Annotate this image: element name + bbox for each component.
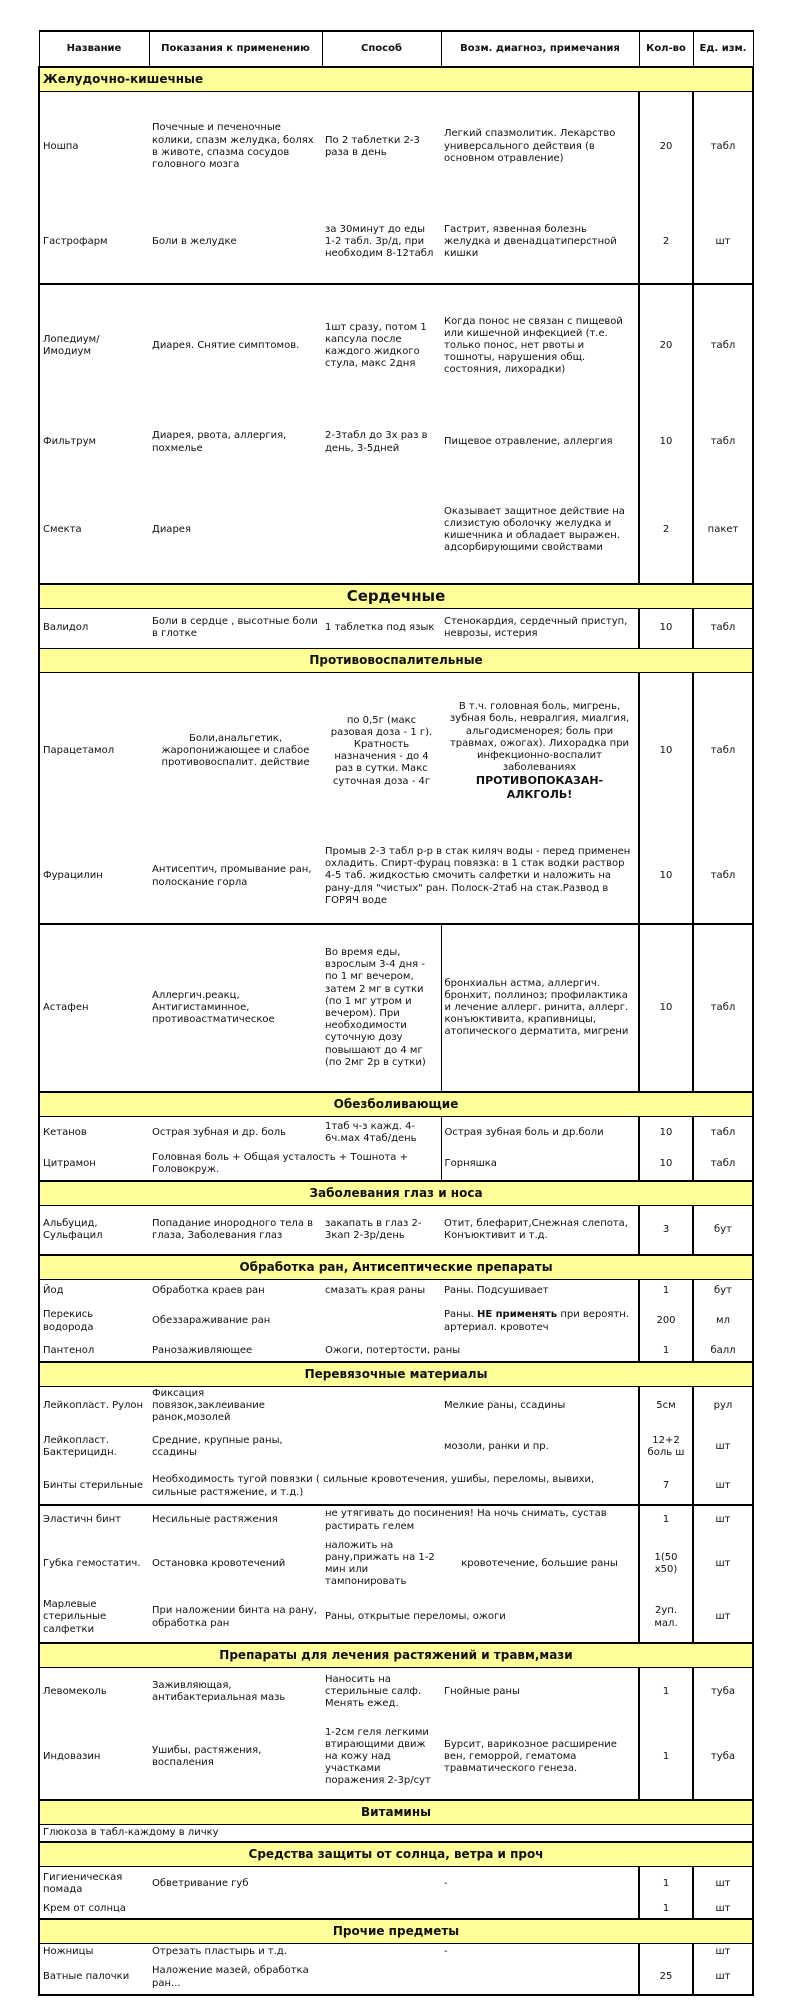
- cell-qty: 10: [639, 830, 693, 924]
- cell-method: за 30минут до еды 1-2 табл. 3р/д, при необходим 8-12табл: [322, 202, 441, 284]
- cell-qty: 20: [639, 284, 693, 408]
- cell-method-diagnosis: не утягивать до посинения! На ночь снимать, сустав растирать гелем: [325, 1508, 607, 1532]
- cell-unit: шт: [693, 1901, 753, 1919]
- cell-unit: пакет: [693, 478, 753, 584]
- cell-diagnosis: Горняшка: [441, 1149, 639, 1181]
- cell-unit: шт: [693, 1469, 753, 1505]
- table-row: [39, 1386, 753, 1425]
- cell-name: Губка гемостатич.: [39, 1535, 149, 1593]
- cell-method: 1 таблетка под язык: [325, 621, 435, 633]
- table-row: [39, 830, 753, 924]
- cell-name: Кетанов: [39, 1117, 149, 1149]
- cell-unit: бут: [693, 1280, 753, 1302]
- diagnosis-text: В т.ч. головная боль, мигрень, зубная боль, невралгия, миалгия, альгодисменорея; боль при травмах, ожогах). Лихорадка при инфекционно-воспалит заболеваниях: [449, 701, 630, 774]
- alcohol-warning: ПРОТИВОПОКАЗАН- АЛКГОЛЬ!: [475, 774, 604, 801]
- cell-method: Во время еды, взрослым 3-4 дня - по 1 мг вечером, затем 2 мг в сутки (по 1 мг утром и вечером). При необходимости суточную дозу повышают до 4 мг (по 2мг 2р в сутки): [322, 924, 441, 1092]
- cell-name: Цитрамон: [39, 1149, 149, 1181]
- cell-unit: шт: [693, 1505, 753, 1535]
- table-row: [39, 202, 753, 284]
- cell-diagnosis: Гастрит, язвенная болезнь желудка и двенадцатиперстной кишки: [441, 202, 639, 284]
- cell-qty: 5см: [639, 1386, 693, 1425]
- cell-method: закапать в глаз 2-3кап 2-3р/день: [322, 1205, 441, 1255]
- cell-name: Смекта: [39, 478, 149, 584]
- cell-unit: табл: [693, 1117, 753, 1149]
- cell-indications: Наложение мазей, обработка ран...: [149, 1961, 322, 1995]
- cell-method: [322, 1386, 441, 1425]
- cell-diagnosis: Мелкие раны, ссадины: [444, 1399, 566, 1411]
- cell-qty: 1: [639, 1668, 693, 1716]
- cell-indications: Заживляющая, антибактериальная мазь: [152, 1679, 286, 1703]
- cell-unit: рул: [693, 1386, 753, 1425]
- cell-diagnosis: Стенокардия, сердечный приступ, неврозы, истерия: [444, 615, 628, 639]
- header-row: [39, 31, 753, 67]
- table-row: [39, 1149, 753, 1181]
- section-title-antiinflammatory: Противовоспалительные: [39, 648, 753, 672]
- cell-indications: Боли,анальгетик, жаропонижающее и слабое противовоспалит. действие: [161, 732, 310, 769]
- cell-name: Йод: [39, 1280, 149, 1302]
- cell-unit: туба: [693, 1716, 753, 1800]
- cell-name: Фурацилин: [39, 830, 149, 924]
- cell-name: Гастрофарм: [39, 202, 149, 284]
- cell-qty: 10: [639, 608, 693, 648]
- header-method: Способ: [322, 31, 441, 67]
- cell-indications: Несильные растяжения: [152, 1514, 278, 1526]
- cell-unit: шт: [693, 1535, 753, 1593]
- cell-name: Гигиеническая помада: [39, 1867, 149, 1901]
- cell-name: Ватные палочки: [39, 1961, 149, 1995]
- cell-indications: Диарея. Снятие симптомов.: [152, 339, 300, 351]
- cell-unit: шт: [693, 1943, 753, 1961]
- table-row: [39, 1535, 753, 1593]
- cell-diagnosis: Раны. Подсушивает: [444, 1284, 549, 1296]
- cell-indications: Ранозаживляющее: [149, 1342, 322, 1362]
- cell-unit: шт: [693, 1425, 753, 1469]
- cell-method: По 2 таблетки 2-3 раза в день: [325, 134, 420, 158]
- cell-diagnosis: мозоли, ранки и пр.: [444, 1440, 549, 1452]
- cell-name: Фильтрум: [39, 408, 149, 478]
- cell-indications: Фиксация повязок,заклеивание ранок,мозолей: [152, 1387, 265, 1423]
- cell-qty: 2уп. мал.: [639, 1593, 693, 1643]
- table-row: [39, 478, 753, 584]
- table-row: [39, 1668, 753, 1716]
- cell-name: Валидол: [39, 608, 149, 648]
- table-row: [39, 1943, 753, 1961]
- cell-method: [322, 1867, 441, 1901]
- cell-qty: 10: [639, 1149, 693, 1181]
- cell-note: Глюкоза в табл-каждому в личку: [39, 1824, 753, 1842]
- cell-qty: 200: [639, 1302, 693, 1342]
- cell-indications: Боли в желудке: [149, 202, 322, 284]
- cell-indications: Диарея: [149, 478, 322, 584]
- table-row: [39, 1117, 753, 1149]
- table-row: [39, 1505, 753, 1535]
- cell-name: Эластичн бинт: [39, 1505, 149, 1535]
- cell-qty: 2: [639, 202, 693, 284]
- table-row: [39, 672, 753, 830]
- table-row: [39, 1302, 753, 1342]
- section-title-dressings: Перевязочные материалы: [39, 1362, 753, 1387]
- cell-method-diagnosis: Раны, открытые переломы, ожоги: [322, 1593, 639, 1643]
- section-title-painkillers: Обезболивающие: [39, 1092, 753, 1117]
- header-qty: Кол-во: [639, 31, 693, 67]
- cell-qty: 10: [639, 1117, 693, 1149]
- cell-diagnosis: [441, 1302, 639, 1342]
- cell-indications: Диарея, рвота, аллергия, похмелье: [152, 430, 287, 454]
- cell-indications: Остановка кровотечений: [152, 1557, 286, 1569]
- header-unit: Ед. изм.: [693, 31, 753, 67]
- cell-indications-method: Головная боль + Общая усталость + Тошнота + Головокруж.: [149, 1149, 441, 1181]
- cell-indications: Средние, крупные раны, ссадины: [152, 1434, 283, 1459]
- cell-name: Лейкопласт. Рулон: [39, 1386, 149, 1425]
- section-title-ointments: Препараты для лечения растяжений и травм,мази: [39, 1643, 753, 1668]
- section-title-cardiac: Сердечные: [39, 584, 753, 609]
- cell-method: [322, 1943, 441, 1961]
- section-title-gastro: Желудочно-кишечные: [39, 67, 753, 92]
- cell-qty: 20: [639, 92, 693, 202]
- cell-qty: 1(50 x50): [639, 1535, 693, 1593]
- cell-diagnosis: -: [444, 1877, 448, 1889]
- cell-unit: мл: [693, 1302, 753, 1342]
- cell-indications: Боли в сердце , высотные боли в глотке: [152, 615, 318, 639]
- cell-method: [322, 478, 441, 584]
- table-row: [39, 408, 753, 478]
- table-row: [39, 1425, 753, 1469]
- cell-method: [322, 1302, 441, 1342]
- cell-qty: 25: [639, 1961, 693, 1995]
- cell-qty: [639, 1943, 693, 1961]
- section-title-vitamins: Витамины: [39, 1800, 753, 1825]
- cell-name: Альбуцид, Сульфацил: [39, 1205, 149, 1255]
- cell-diagnosis: [441, 1961, 639, 1995]
- cell-indications: Попадание инородного тела в глаза, Заболевания глаз: [149, 1205, 322, 1255]
- cell-indications: Почечные и печеночные колики, спазм желудка, болях в животе, спазма сосудов головного мозга: [152, 122, 314, 170]
- cell-method-diagnosis: Промыв 2-3 табл р-р в стак киляч воды - перед применен охладить. Спирт-фурац повязка: в 1 стак водки раствор 4-5 таб. жидкостью смочить салфетки и наложить на рану-для "чистых" ран. Полоск-2таб на стак.Развод в ГОРЯЧ воде: [322, 830, 639, 924]
- cell-qty: 10: [639, 924, 693, 1092]
- cell-name: Марлевые стерильные салфетки: [39, 1593, 149, 1643]
- cell-diagnosis: кровотечение, большие раны: [461, 1557, 618, 1569]
- table-row: [39, 1469, 753, 1505]
- table-row: [39, 1824, 753, 1842]
- table-row: [39, 1867, 753, 1901]
- cell-diagnosis: [441, 672, 639, 830]
- cell-method: 1шт сразу, потом 1 капсула после каждого жидкого стула, макс 2дня: [325, 321, 427, 370]
- cell-name: Лопедиум/ Имодиум: [39, 284, 149, 408]
- cell-name: Парацетамол: [39, 672, 149, 830]
- cell-qty: 10: [639, 672, 693, 830]
- cell-unit: табл: [693, 672, 753, 830]
- table-row: [39, 924, 753, 1092]
- section-title-protection: Средства защиты от солнца, ветра и проч: [39, 1842, 753, 1867]
- cell-method: [322, 1425, 441, 1469]
- table-row: [39, 608, 753, 648]
- section-title-eyes-nose: Заболевания глаз и носа: [39, 1181, 753, 1206]
- cell-unit: шт: [693, 202, 753, 284]
- cell-diagnosis: -: [444, 1946, 448, 1958]
- cell-unit: табл: [693, 1149, 753, 1181]
- cell-diagnosis: [441, 1901, 639, 1919]
- cell-method: наложить на рану,прижать на 1-2 мин или тампонировать: [325, 1539, 435, 1588]
- cell-name: Левомеколь: [39, 1668, 149, 1716]
- cell-name: Лейкопласт. Бактерицидн.: [39, 1425, 149, 1469]
- cell-qty: 1: [639, 1867, 693, 1901]
- cell-qty: 7: [639, 1469, 693, 1505]
- cell-indications: Отрезать пластырь и т.д.: [152, 1946, 288, 1958]
- table-row: [39, 92, 753, 202]
- cell-diagnosis: Пищевое отравление, аллергия: [444, 436, 613, 448]
- cell-indications: Антисептич, промывание ран, полоскание горла: [149, 830, 322, 924]
- diagnosis-text: Раны.: [444, 1309, 474, 1321]
- cell-qty: 1: [639, 1342, 693, 1362]
- cell-indications: Обработка краев ран: [152, 1284, 265, 1296]
- cell-qty: 3: [639, 1205, 693, 1255]
- cell-name: Крем от солнца: [39, 1901, 149, 1919]
- cell-unit: табл: [693, 608, 753, 648]
- medicine-table: [38, 30, 754, 1996]
- cell-name: Перекись водорода: [39, 1302, 149, 1342]
- cell-qty: 1: [639, 1716, 693, 1800]
- cell-indications: [149, 1901, 322, 1919]
- cell-method: смазать края раны: [325, 1284, 426, 1296]
- first-aid-kit-table: [38, 30, 752, 1996]
- cell-unit: бут: [693, 1205, 753, 1255]
- table-row: [39, 1961, 753, 1995]
- cell-indications-method-diagnosis: Необходимость тугой повязки ( сильные кровотечения, ушибы, переломы, вывихи, сильные растяжение, и т.д.): [149, 1469, 639, 1505]
- cell-diagnosis: Когда понос не связан с пищевой или кишечной инфекцией (т.е. только понос, нет рвоты и тошноты, нарушения общ. состояния, лихорадки): [444, 315, 623, 376]
- cell-unit: табл: [693, 284, 753, 408]
- header-name: Название: [39, 31, 149, 67]
- cell-qty: 1: [639, 1505, 693, 1535]
- table-row: [39, 1205, 753, 1255]
- cell-diagnosis: Легкий спазмолитик. Лекарство универсального действия (в основном отравление): [444, 128, 616, 164]
- cell-name: Ношпа: [39, 92, 149, 202]
- cell-diagnosis: Острая зубная боль и др.боли: [444, 1126, 604, 1138]
- cell-qty: 1: [639, 1280, 693, 1302]
- header-indications: Показания к применению: [149, 31, 322, 67]
- cell-qty: 12+2 боль ш: [639, 1425, 693, 1469]
- cell-indications: Обеззараживание ран: [152, 1315, 271, 1327]
- cell-unit: туба: [693, 1668, 753, 1716]
- cell-diagnosis: Бурсит, варикозное расширение вен, геморрой, гематома травматического генеза.: [441, 1716, 639, 1800]
- cell-unit: шт: [693, 1867, 753, 1901]
- cell-name: Ножницы: [39, 1943, 149, 1961]
- cell-method: [322, 1961, 441, 1995]
- table-row: [39, 284, 753, 408]
- cell-diagnosis: Гнойные раны: [444, 1685, 520, 1697]
- cell-unit: табл: [693, 830, 753, 924]
- cell-name: Пантенол: [39, 1342, 149, 1362]
- cell-diagnosis: Отит, блефарит,Снежная слепота, Конъюктивит и т.д.: [441, 1205, 639, 1255]
- cell-method: 1таб ч-з кажд. 4-6ч.мах 4таб/день: [322, 1117, 441, 1149]
- cell-unit: табл: [693, 408, 753, 478]
- cell-indications: Ушибы, растяжения, воспаления: [149, 1716, 322, 1800]
- cell-indications: Обветривание губ: [152, 1877, 249, 1889]
- cell-unit: табл: [693, 92, 753, 202]
- table-row: [39, 1593, 753, 1643]
- table-row: [39, 1280, 753, 1302]
- cell-diagnosis: бронхиальн астма, аллергич. бронхит, поллиноз; профилактика и лечение аллерг. ринита, аллерг. конъюктивита, крапивницы, атопического дерматита, мигрени: [441, 924, 639, 1092]
- table-row: [39, 1901, 753, 1919]
- cell-indications: При наложении бинта на рану, обработка ран: [149, 1593, 322, 1643]
- cell-name: Астафен: [39, 924, 149, 1092]
- cell-method: Наносить на стерильные салф. Менять ежед.: [325, 1673, 422, 1709]
- cell-unit: балл: [693, 1342, 753, 1362]
- header-diagnosis: Возм. диагноз, примечания: [441, 31, 639, 67]
- table-row: [39, 1342, 753, 1362]
- warning-text: НЕ применять: [476, 1309, 558, 1321]
- cell-indications: Острая зубная и др. боль: [152, 1126, 286, 1138]
- cell-qty: 1: [639, 1901, 693, 1919]
- cell-method: по 0,5г (макс разовая доза - 1 г). Кратность назначения - до 4 раз в сутки. Макс суточная доза - 4г: [330, 714, 433, 787]
- cell-unit: шт: [693, 1961, 753, 1995]
- cell-qty: 10: [639, 408, 693, 478]
- cell-unit: табл: [693, 924, 753, 1092]
- cell-name: Бинты стерильные: [39, 1469, 149, 1505]
- cell-diagnosis: Оказывает защитное действие на слизистую оболочку желудка и кишечника и обладает выражен. адсорбирующими свойствами: [441, 478, 639, 584]
- section-title-antiseptics: Обработка ран, Антисептические препараты: [39, 1255, 753, 1280]
- cell-method: 2-3табл до 3х раз в день, 3-5дней: [325, 430, 428, 454]
- cell-indications: Аллергич.реакц, Антигистаминное, противоастматическое: [149, 924, 322, 1092]
- cell-method: [322, 1901, 441, 1919]
- table-row: [39, 1716, 753, 1800]
- cell-qty: 2: [639, 478, 693, 584]
- cell-unit: шт: [693, 1593, 753, 1643]
- cell-method-diagnosis: Ожоги, потертости, раны: [322, 1342, 639, 1362]
- cell-name: Индовазин: [39, 1716, 149, 1800]
- diagnosis-note: при вероятн. артериал. кровотеч: [444, 1309, 629, 1333]
- section-title-other: Прочие предметы: [39, 1919, 753, 1944]
- cell-method: 1-2см геля легкими втирающими движ на кожу над участками поражения 2-3р/сут: [322, 1716, 441, 1800]
